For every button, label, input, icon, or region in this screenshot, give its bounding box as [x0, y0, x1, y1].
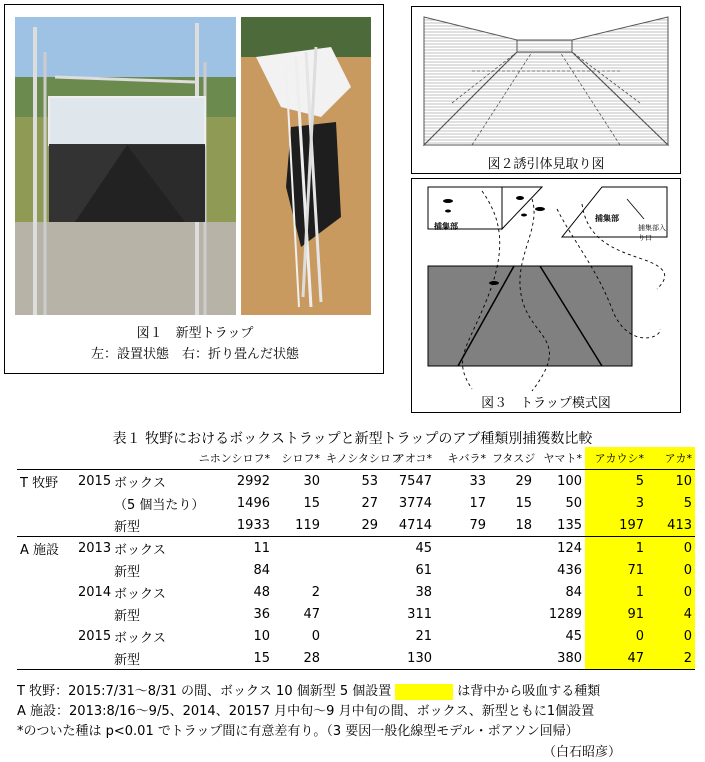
table-row [17, 470, 695, 493]
cell: 61 [415, 562, 432, 578]
row-trap-type: 新型 [111, 514, 193, 537]
cell [489, 603, 535, 625]
fig1-caption-sub: 左：設置状態 右：折り畳んだ状態 [90, 347, 299, 362]
col-header-highlight: アカ* [647, 447, 695, 470]
fig3-caption: 図３ トラップ模式図 [481, 396, 611, 411]
cell: 10 [253, 628, 270, 644]
row-trap-type: ボックス [114, 630, 166, 646]
capture-table [17, 447, 695, 670]
row-year [75, 603, 111, 625]
cell-highlight: 10 [647, 470, 695, 493]
cell: 2 [311, 584, 320, 600]
cell [435, 603, 489, 625]
cell: 84 [565, 584, 582, 600]
row-site [17, 559, 75, 581]
cell [435, 647, 489, 670]
cell: 47 [303, 606, 320, 622]
cell: 380 [535, 647, 585, 670]
row-trap-type: 新型 [114, 564, 141, 580]
col-header: キノシタシロフ [323, 447, 381, 470]
cell-highlight: 0 [647, 559, 695, 581]
row-year [75, 559, 111, 581]
figure-2 [411, 6, 681, 174]
cell: 15 [515, 495, 532, 511]
cell [435, 537, 489, 560]
cell [323, 625, 381, 647]
cell [323, 603, 381, 625]
cell: 311 [407, 606, 432, 622]
table-row [17, 559, 695, 581]
header-blank-year [75, 447, 111, 470]
cell: 53 [361, 473, 378, 489]
figure-1 [4, 4, 384, 374]
note-site-t: T 牧野：2015:7/31～8/31 の間、ボックス 10 個新型 5 個設置 [17, 684, 392, 699]
cell [323, 559, 381, 581]
table-row [17, 647, 695, 670]
col-header: シロフ* [273, 447, 323, 470]
author: （白石昭彦） [542, 745, 621, 760]
row-year [75, 647, 111, 670]
trap-schematic [412, 179, 680, 391]
cell: 28 [273, 647, 323, 670]
cell: 119 [273, 514, 323, 537]
cell-highlight: 2 [647, 647, 695, 670]
fig3-label-left: 捕集部 [434, 222, 458, 231]
cell [323, 647, 381, 670]
cell [273, 559, 323, 581]
table-row [17, 581, 695, 603]
table-row [17, 492, 695, 514]
cell: 15 [303, 495, 320, 511]
cell [435, 581, 489, 603]
row-year [75, 492, 111, 514]
row-site [17, 514, 75, 537]
cell: 15 [193, 647, 273, 670]
row-site [17, 625, 75, 647]
cell: 29 [323, 514, 381, 537]
row-trap-type: ボックス [114, 586, 166, 602]
cell-highlight: 1 [585, 537, 647, 560]
row-site [17, 603, 75, 625]
table-row [17, 537, 695, 560]
col-header-highlight: アカウシ* [585, 447, 647, 470]
header-blank-site [17, 447, 75, 470]
fig2-caption: 図２誘引体見取り図 [487, 157, 605, 172]
trap-installed-photo [15, 17, 236, 315]
cell: 27 [361, 495, 378, 511]
col-header: ヤマト* [535, 447, 585, 470]
cell: 17 [469, 495, 486, 511]
cell: 135 [535, 514, 585, 537]
cell-highlight: 0 [647, 537, 695, 560]
row-trap-type: ボックス [114, 475, 166, 491]
cell: 130 [381, 647, 435, 670]
note-line-1 [17, 680, 600, 700]
cell [489, 559, 535, 581]
cell [435, 559, 489, 581]
cell: 11 [253, 540, 270, 556]
cell: 38 [415, 584, 432, 600]
cell: 45 [415, 540, 432, 556]
cell-highlight: 1 [585, 581, 647, 603]
cell: 1496 [236, 495, 270, 511]
fig3-label-entrance: 捕集部入り口 [638, 224, 666, 242]
cell: 33 [469, 473, 486, 489]
cell: 30 [303, 473, 320, 489]
cell [323, 537, 381, 560]
table-row [17, 514, 695, 537]
header-blank-type [111, 447, 193, 470]
cell: 7547 [398, 473, 432, 489]
row-year: 2015 [78, 628, 112, 644]
cell-highlight: 197 [585, 514, 647, 537]
row-year: 2014 [78, 584, 112, 600]
cell: 45 [565, 628, 582, 644]
cell-highlight: 413 [647, 514, 695, 537]
row-trap-type: 新型 [114, 608, 141, 624]
cell-highlight: 0 [585, 625, 647, 647]
cell: 48 [253, 584, 270, 600]
figure-3 [411, 178, 681, 413]
cell: 100 [557, 473, 582, 489]
cell-highlight: 0 [647, 625, 695, 647]
row-site [17, 492, 75, 514]
cell: 3774 [398, 495, 432, 511]
cell: 36 [253, 606, 270, 622]
cell: 124 [557, 540, 582, 556]
attractor-sketch [412, 7, 680, 157]
note-highlight-meaning: は背中から吸血する種類 [457, 684, 601, 699]
col-header: キバラ* [435, 447, 489, 470]
cell-highlight: 4 [647, 603, 695, 625]
cell: 79 [435, 514, 489, 537]
cell: 4714 [381, 514, 435, 537]
cell-highlight: 5 [647, 492, 695, 514]
cell: 1933 [193, 514, 273, 537]
cell [489, 647, 535, 670]
col-header: アオコ* [381, 447, 435, 470]
row-year: 2013 [78, 540, 112, 556]
table-header-row [17, 447, 695, 470]
table-row [17, 625, 695, 647]
row-site: T 牧野 [20, 475, 59, 491]
col-header: ニホンシロフ* [193, 447, 273, 470]
col-header: フタスジ [489, 447, 535, 470]
note-line-2: A 施設：2013:8/16～9/5、2014、20157 月中旬～9 月中旬の間、ボックス、新型ともに1個設置 [17, 704, 595, 719]
fig3-label-right: 捕集部 [595, 214, 619, 223]
note-line-3: *のついた種は p<0.01 でトラップ間に有意差有り。（3 要因一般化線型モデル・ポアソン回帰） [17, 724, 579, 739]
cell: 2992 [236, 473, 270, 489]
cell: 29 [515, 473, 532, 489]
row-year: 2015 [78, 473, 112, 489]
cell: 1289 [548, 606, 582, 622]
row-trap-type: 新型 [111, 647, 193, 670]
cell: 0 [311, 628, 320, 644]
highlight-legend-swatch [395, 684, 453, 700]
cell [489, 625, 535, 647]
cell: 21 [415, 628, 432, 644]
row-trap-type: （5 個当たり） [114, 497, 205, 513]
cell-highlight: 47 [585, 647, 647, 670]
row-year [75, 514, 111, 537]
cell [323, 581, 381, 603]
row-trap-type: ボックス [114, 542, 166, 558]
cell-highlight: 71 [585, 559, 647, 581]
table-row [17, 603, 695, 625]
cell [273, 537, 323, 560]
cell: 436 [557, 562, 582, 578]
row-site [17, 581, 75, 603]
trap-folded-photo [241, 17, 371, 315]
cell: 50 [565, 495, 582, 511]
table-title: 表１ 牧野におけるボックストラップと新型トラップのアブ種類別捕獲数比較 [112, 431, 593, 447]
cell-highlight: 0 [647, 581, 695, 603]
fig1-caption-title: 図１ 新型トラップ [136, 326, 254, 341]
cell-highlight: 91 [585, 603, 647, 625]
cell: 18 [489, 514, 535, 537]
cell [489, 537, 535, 560]
cell: 84 [253, 562, 270, 578]
cell [489, 581, 535, 603]
cell-highlight: 3 [585, 492, 647, 514]
cell-highlight: 5 [585, 470, 647, 493]
cell [435, 625, 489, 647]
row-site: A 施設 [20, 542, 60, 558]
row-site [17, 647, 75, 670]
